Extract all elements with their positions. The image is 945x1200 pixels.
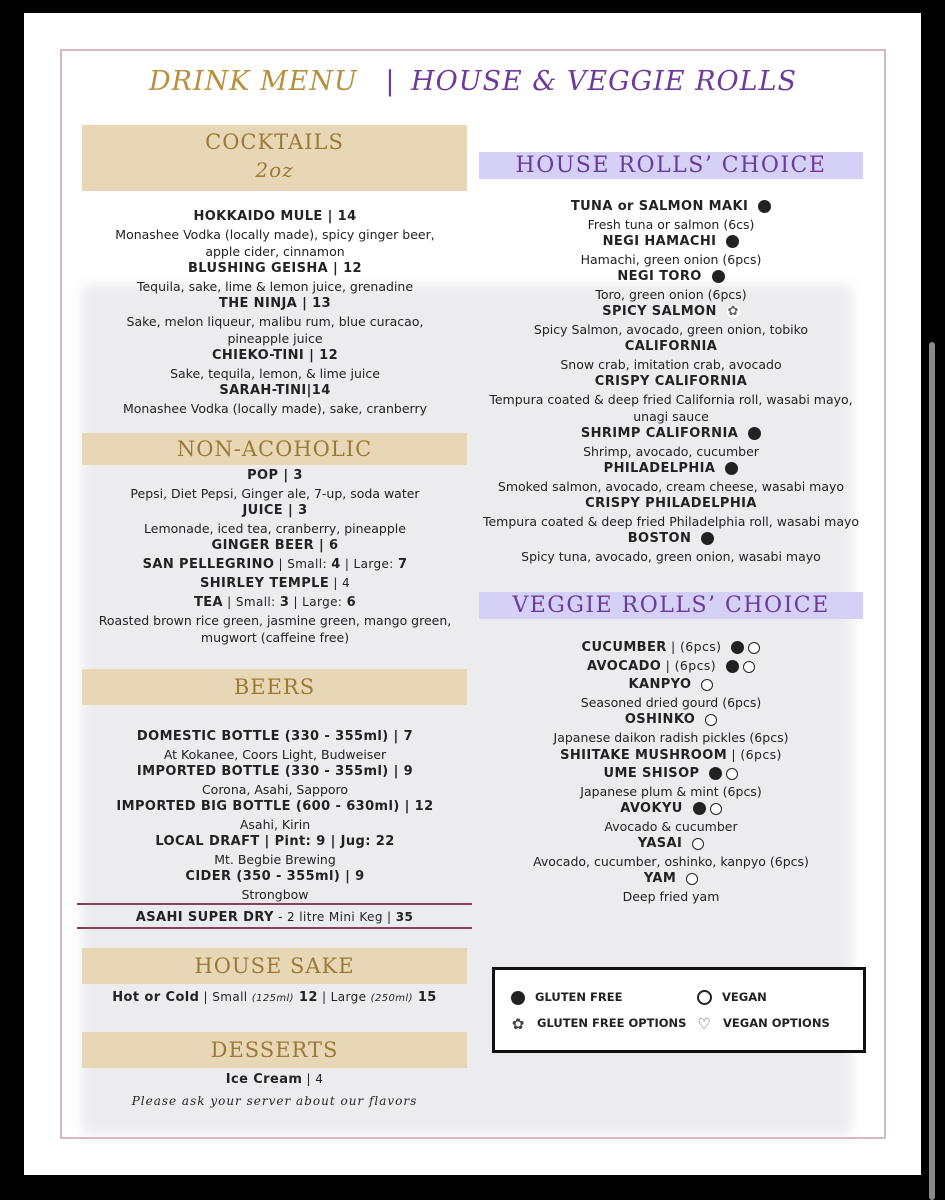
shirley-temple-line bbox=[90, 574, 460, 593]
drink-desc: Tequila, sake, lime & lemon juice, grenadine bbox=[136, 279, 414, 294]
drink-name: CIDER (350 - 355ml) | 9 bbox=[185, 869, 365, 884]
price-label: | Large: bbox=[340, 557, 398, 571]
roll-extra: | (6pcs) bbox=[727, 747, 782, 762]
tea-line bbox=[90, 593, 460, 612]
roll-item bbox=[478, 198, 864, 216]
price-label: | Small: bbox=[274, 557, 332, 571]
keg-name: ASAHI SUPER DRY bbox=[135, 910, 274, 925]
roll-item bbox=[478, 268, 864, 286]
roll-name: SHIITAKE MUSHROOM bbox=[560, 748, 728, 763]
price: | 4 bbox=[329, 576, 351, 590]
cocktails-heading: COCKTAILS bbox=[205, 130, 344, 154]
legend-gluten-free bbox=[511, 990, 622, 1005]
roll-item bbox=[478, 800, 864, 818]
legend-vegan bbox=[697, 990, 767, 1005]
drink-name: JUICE | 3 bbox=[242, 503, 308, 518]
keg-row bbox=[77, 908, 472, 927]
gluten-free-options-icon: ✿ bbox=[509, 1017, 527, 1031]
keg-detail: - 2 litre Mini Keg | bbox=[273, 910, 396, 924]
cocktails-list bbox=[90, 208, 460, 417]
house-sake-heading: HOUSE SAKE bbox=[82, 948, 467, 984]
vegan-icon bbox=[697, 990, 712, 1005]
roll-item bbox=[478, 765, 864, 783]
roll-item bbox=[478, 870, 864, 888]
roll-name: SPICY SALMON bbox=[602, 304, 717, 319]
gluten-free-icon bbox=[748, 427, 761, 440]
house-sake-row bbox=[82, 988, 467, 1008]
drink-desc: Corona, Asahi, Sapporo bbox=[201, 782, 349, 797]
roll-desc: Toro, green onion (6pcs) bbox=[595, 287, 747, 302]
sake-small-price: 12 bbox=[293, 990, 318, 1005]
roll-item bbox=[478, 638, 864, 657]
roll-name: SHRIMP CALIFORNIA bbox=[580, 426, 739, 441]
roll-item bbox=[478, 711, 864, 729]
gluten-free-icon bbox=[725, 462, 738, 475]
sake-large-price: 15 bbox=[412, 990, 437, 1005]
roll-item bbox=[478, 303, 864, 321]
roll-name: UME SHISOP bbox=[603, 766, 700, 781]
roll-item bbox=[478, 676, 864, 694]
roll-name: BOSTON bbox=[627, 531, 692, 546]
roll-item bbox=[478, 460, 864, 478]
beers-heading: BEERS bbox=[82, 669, 467, 705]
roll-name: YAM bbox=[643, 871, 677, 886]
drink-desc: Strongbow bbox=[241, 887, 309, 902]
drink-desc: Asahi, Kirin bbox=[239, 817, 311, 832]
vegan-icon bbox=[705, 714, 717, 726]
roll-extra: | (6pcs) bbox=[666, 639, 722, 654]
roll-item bbox=[478, 657, 864, 676]
veggie-rolls-heading: VEGGIE ROLLS’ CHOICE bbox=[479, 592, 863, 619]
drink-desc: Sake, melon liqueur, malibu rum, blue curacao, pineapple juice bbox=[126, 314, 424, 346]
roll-desc: Shrimp, avocado, cucumber bbox=[583, 444, 759, 459]
drink-name: BLUSHING GEISHA | 12 bbox=[187, 261, 363, 276]
roll-item bbox=[478, 425, 864, 443]
beers-list bbox=[90, 728, 460, 903]
roll-name: AVOKYU bbox=[620, 801, 683, 816]
title-house-veggie-rolls: HOUSE & VEGGIE ROLLS bbox=[411, 66, 798, 97]
roll-desc: Japanese plum & mint (6pcs) bbox=[580, 784, 762, 799]
roll-desc: Smoked salmon, avocado, cream cheese, wasabi mayo bbox=[497, 479, 845, 494]
keg-line bbox=[77, 908, 472, 927]
roll-desc: Avocado, cucumber, oshinko, kanpyo (6pcs) bbox=[533, 854, 809, 869]
drink-name: THE NINJA | 13 bbox=[218, 296, 332, 311]
drink-name: HOKKAIDO MULE | 14 bbox=[193, 209, 357, 224]
drink-desc: Monashee Vodka (locally made), spicy ginger beer, apple cider, cinnamon bbox=[115, 227, 435, 259]
legend-gluten-free-options bbox=[509, 1016, 686, 1031]
gluten-free-icon bbox=[712, 270, 725, 283]
drink-desc: Mt. Begbie Brewing bbox=[214, 852, 336, 867]
non-alcoholic-list bbox=[90, 467, 460, 646]
vegan-icon bbox=[726, 768, 738, 780]
keg-rule-bottom bbox=[77, 927, 472, 929]
gluten-free-icon bbox=[693, 802, 706, 815]
dietary-legend bbox=[492, 967, 866, 1053]
roll-name: AVOCADO bbox=[586, 659, 662, 674]
keg-rule-top bbox=[77, 903, 472, 905]
desserts-list bbox=[82, 1070, 467, 1110]
gluten-free-icon bbox=[726, 235, 739, 248]
page-title bbox=[60, 66, 886, 97]
gluten-free-icon bbox=[726, 660, 739, 673]
vegan-icon bbox=[743, 661, 755, 673]
price-large: 7 bbox=[397, 557, 408, 572]
house-rolls-list bbox=[478, 198, 864, 565]
cocktails-subheading: 2oz bbox=[255, 158, 294, 182]
keg-price: 35 bbox=[395, 910, 414, 924]
roll-desc: Avocado & cucumber bbox=[604, 819, 738, 834]
sake-small-size: (125ml) bbox=[251, 993, 294, 1004]
desserts-heading: DESSERTS bbox=[82, 1032, 467, 1068]
legend-vegan-options bbox=[695, 1016, 830, 1031]
roll-name: PHILADELPHIA bbox=[603, 461, 716, 476]
roll-desc: Hamachi, green onion (6pcs) bbox=[580, 252, 762, 267]
san-pellegrino-line bbox=[90, 555, 460, 574]
drink-desc: Lemonade, iced tea, cranberry, pineapple bbox=[144, 521, 406, 536]
drink-name: LOCAL DRAFT | Pint: 9 | Jug: 22 bbox=[155, 834, 395, 849]
roll-desc: Seasoned dried gourd (6pcs) bbox=[580, 695, 762, 710]
roll-name: NEGI HAMACHI bbox=[602, 234, 717, 249]
roll-desc: Spicy Salmon, avocado, green onion, tobiko bbox=[533, 322, 809, 337]
drink-name: GINGER BEER | 6 bbox=[211, 538, 339, 553]
gluten-free-icon bbox=[511, 991, 525, 1005]
drink-desc: Pepsi, Diet Pepsi, Ginger ale, 7-up, soda water bbox=[130, 486, 420, 501]
drink-name: IMPORTED BOTTLE (330 - 355ml) | 9 bbox=[136, 764, 414, 779]
roll-desc: Tempura coated & deep fried California roll, wasabi mayo, unagi sauce bbox=[489, 392, 853, 424]
sake-small-label: | Small bbox=[199, 990, 252, 1004]
roll-name: OSHINKO bbox=[624, 712, 696, 727]
vegan-icon bbox=[748, 642, 760, 654]
roll-name: NEGI TORO bbox=[617, 269, 702, 284]
price-large: 6 bbox=[346, 595, 357, 610]
roll-desc: Fresh tuna or salmon (6cs) bbox=[587, 217, 755, 232]
roll-name: CALIFORNIA bbox=[624, 339, 718, 354]
roll-desc: Deep fried yam bbox=[622, 889, 720, 904]
dessert-price: | 4 bbox=[302, 1072, 324, 1086]
vegan-icon bbox=[701, 679, 713, 691]
dessert-row bbox=[82, 1070, 467, 1089]
roll-extra: | (6pcs) bbox=[661, 658, 717, 673]
gluten-free-icon bbox=[758, 200, 771, 213]
legend-label: GLUTEN FREE bbox=[535, 990, 623, 1004]
house-sake-line bbox=[82, 988, 467, 1008]
sake-large-label: | Large bbox=[317, 990, 371, 1004]
title-separator: | bbox=[385, 66, 396, 97]
roll-item bbox=[478, 338, 864, 356]
drink-name: SAN PELLEGRINO bbox=[142, 557, 275, 572]
vegan-icon bbox=[692, 838, 704, 850]
sake-large-size: (250ml) bbox=[370, 993, 413, 1004]
gluten-free-options-icon: ✿ bbox=[727, 304, 739, 319]
roll-name: TUNA or SALMON MAKI bbox=[570, 199, 749, 214]
price-label: | Small: bbox=[222, 595, 280, 609]
scrollbar[interactable] bbox=[929, 342, 935, 1200]
sake-name: Hot or Cold bbox=[112, 990, 200, 1005]
roll-desc: Spicy tuna, avocado, green onion, wasabi mayo bbox=[521, 549, 821, 564]
roll-item bbox=[478, 835, 864, 853]
title-drink-menu: DRINK MENU bbox=[148, 66, 358, 97]
roll-name: YASAI bbox=[637, 836, 683, 851]
price-small: 4 bbox=[331, 557, 341, 572]
vegan-icon bbox=[686, 873, 698, 885]
roll-desc: Japanese daikon radish pickles (6pcs) bbox=[553, 730, 789, 745]
roll-item bbox=[478, 530, 864, 548]
roll-name: KANPYO bbox=[628, 677, 692, 692]
price-label: | Large: bbox=[289, 595, 347, 609]
drink-desc: Monashee Vodka (locally made), sake, cranberry bbox=[122, 401, 428, 416]
legend-label: VEGAN OPTIONS bbox=[723, 1016, 830, 1030]
non-alcoholic-heading: NON-ACOHOLIC bbox=[82, 433, 467, 465]
legend-label: VEGAN bbox=[722, 990, 767, 1004]
roll-name: CUCUMBER bbox=[581, 640, 667, 655]
drink-name: CHIEKO-TINI | 12 bbox=[211, 348, 339, 363]
house-rolls-heading: HOUSE ROLLS’ CHOICE bbox=[479, 152, 863, 179]
vegan-icon bbox=[710, 803, 722, 815]
roll-desc: Tempura coated & deep fried Philadelphia roll, wasabi mayo bbox=[482, 514, 860, 529]
roll-item bbox=[478, 495, 864, 513]
drink-name: POP | 3 bbox=[247, 468, 303, 483]
veggie-rolls-list bbox=[478, 638, 864, 905]
drink-name: SHIRLEY TEMPLE bbox=[199, 576, 330, 591]
drink-name: DOMESTIC BOTTLE (330 - 355ml) | 7 bbox=[136, 729, 414, 744]
gluten-free-icon bbox=[701, 532, 714, 545]
roll-desc: Snow crab, imitation crab, avocado bbox=[560, 357, 782, 372]
roll-name: CRISPY CALIFORNIA bbox=[594, 374, 748, 389]
vegan-options-icon: ♡ bbox=[695, 1017, 713, 1031]
legend-label: GLUTEN FREE OPTIONS bbox=[537, 1016, 687, 1030]
cocktails-heading-band bbox=[82, 125, 467, 191]
drink-desc: Sake, tequila, lemon, & lime juice bbox=[170, 366, 380, 381]
roll-item bbox=[478, 373, 864, 391]
drink-desc: Roasted brown rice green, jasmine green, mango green, mugwort (caffeine free) bbox=[98, 613, 452, 645]
roll-item bbox=[478, 746, 864, 765]
dessert-name: Ice Cream bbox=[225, 1072, 303, 1087]
drink-name: IMPORTED BIG BOTTLE (600 - 630ml) | 12 bbox=[116, 799, 434, 814]
gluten-free-icon bbox=[709, 767, 722, 780]
gluten-free-icon bbox=[731, 641, 744, 654]
drink-name: TEA bbox=[193, 595, 223, 610]
dessert-note: Please ask your server about our flavors bbox=[131, 1094, 418, 1108]
roll-item bbox=[478, 233, 864, 251]
price-small: 3 bbox=[279, 595, 290, 610]
drink-desc: At Kokanee, Coors Light, Budweiser bbox=[163, 747, 387, 762]
roll-name: CRISPY PHILADELPHIA bbox=[585, 496, 757, 511]
drink-name: SARAH-TINI|14 bbox=[219, 383, 331, 398]
